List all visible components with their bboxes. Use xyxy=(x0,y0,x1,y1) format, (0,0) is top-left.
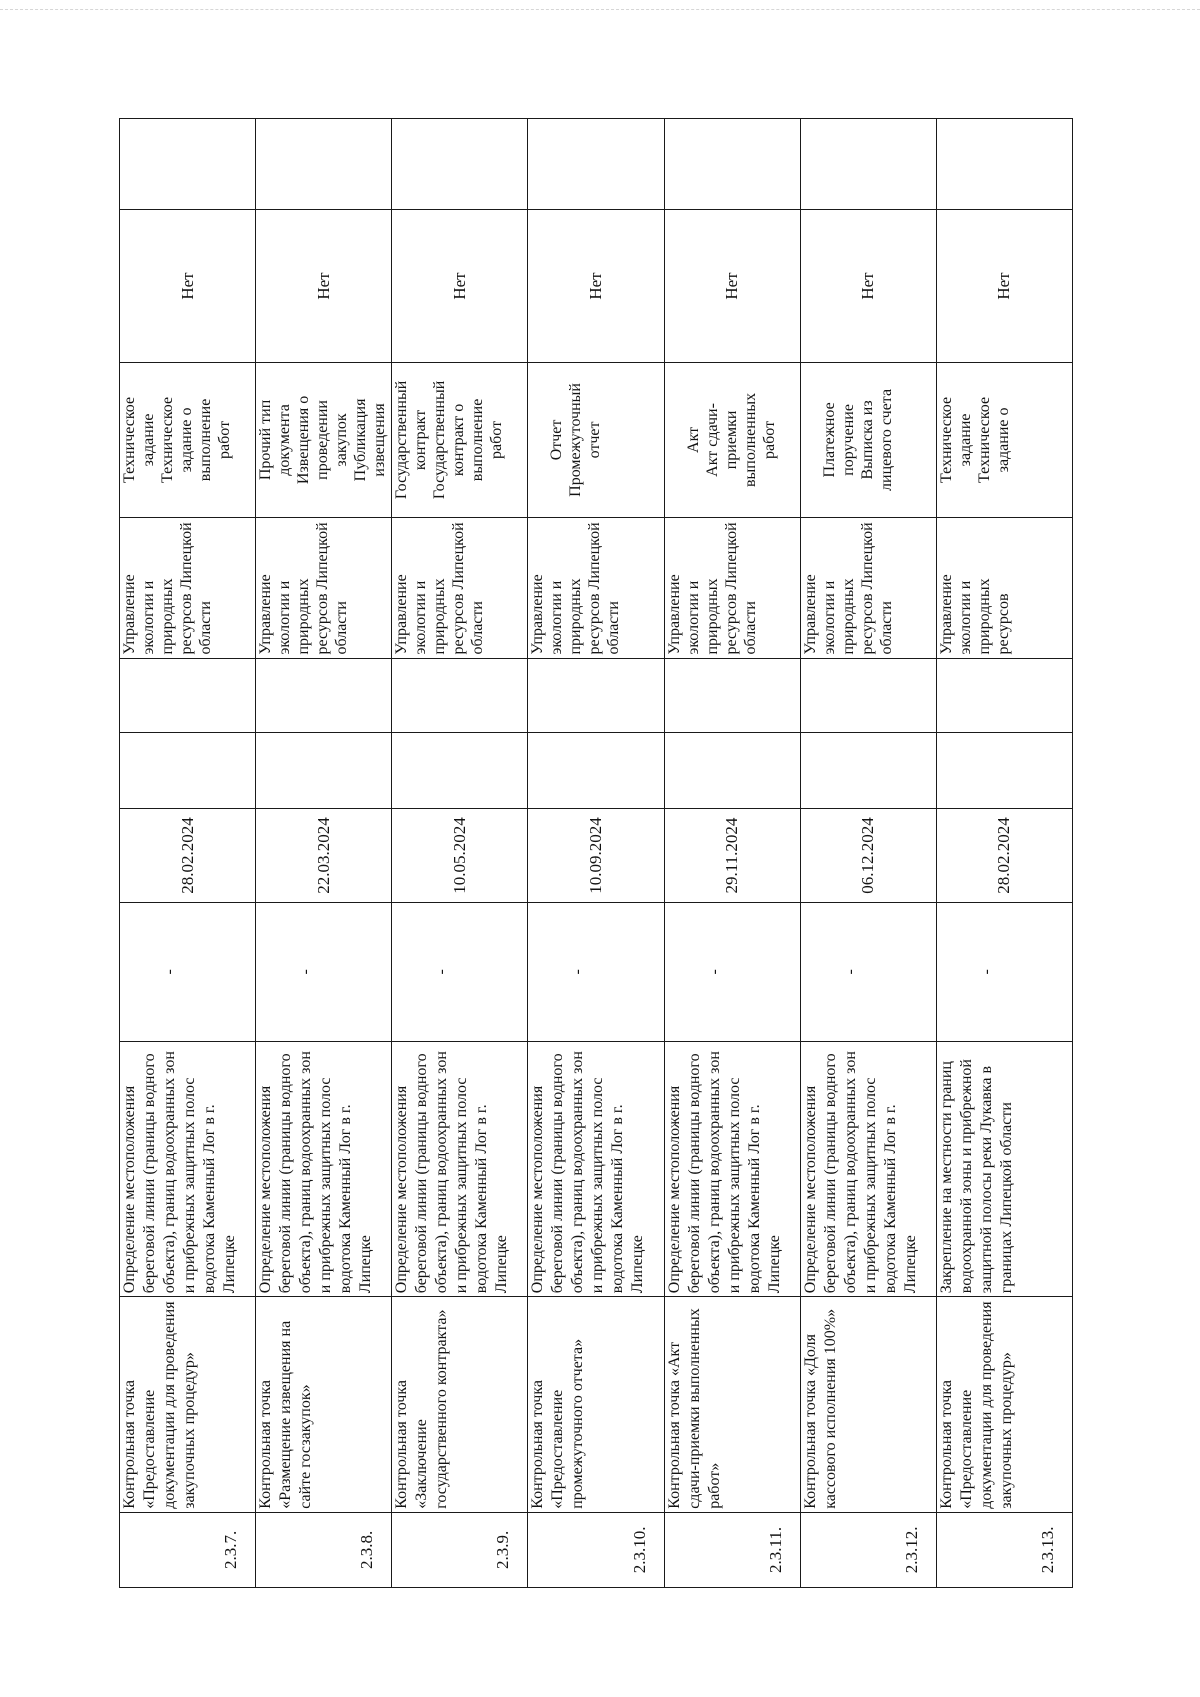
responsible-body: Управление экологии и природных ресурсов xyxy=(936,518,1072,658)
table-row xyxy=(528,119,664,1588)
empty-cell xyxy=(936,732,1072,808)
responsible-body: Управление экологии и природных ресурсов Липецкой области xyxy=(664,518,800,658)
table-row xyxy=(664,119,800,1588)
flag-value: Нет xyxy=(120,210,256,362)
table-row xyxy=(936,119,1072,1588)
empty-cell xyxy=(120,119,256,210)
control-point-name: Контрольная точка «Предоставление документации для проведения закупочных процедур» xyxy=(936,1297,1072,1513)
empty-cell xyxy=(392,658,528,732)
empty-cell xyxy=(528,658,664,732)
dash-cell: - xyxy=(392,903,528,1041)
flag-value: Нет xyxy=(392,210,528,362)
empty-cell xyxy=(800,658,936,732)
empty-cell xyxy=(120,658,256,732)
row-number: 2.3.11. xyxy=(664,1512,800,1587)
due-date: 06.12.2024 xyxy=(800,808,936,902)
due-date: 22.03.2024 xyxy=(256,808,392,902)
empty-cell xyxy=(664,119,800,210)
row-number: 2.3.7. xyxy=(120,1512,256,1587)
dash-cell: - xyxy=(528,903,664,1041)
due-date: 28.02.2024 xyxy=(936,808,1072,902)
dash-cell: - xyxy=(800,903,936,1041)
empty-cell xyxy=(664,658,800,732)
object-description: Определение местоположения береговой линии (границы водного объекта), границ водоохранных зон и прибрежных защитных полос водотока Каменный Лог в г. Липецке xyxy=(392,1041,528,1297)
due-date: 10.09.2024 xyxy=(528,808,664,902)
responsible-body: Управление экологии и природных ресурсов Липецкой области xyxy=(392,518,528,658)
document-type: Техническое задание Техническое задание о выполнение работ xyxy=(120,362,256,517)
row-number: 2.3.13. xyxy=(936,1512,1072,1587)
document-type: Акт Акт сдачи- приемки выполненных работ xyxy=(664,362,800,517)
scan-edge-line xyxy=(0,9,1200,10)
flag-value: Нет xyxy=(664,210,800,362)
empty-cell xyxy=(120,732,256,808)
responsible-body: Управление экологии и природных ресурсов Липецкой области xyxy=(120,518,256,658)
object-description: Определение местоположения береговой линии (границы водного объекта), границ водоохранных зон и прибрежных защитных полос водотока Каменный Лог в г. Липецке xyxy=(664,1041,800,1297)
object-description: Определение местоположения береговой линии (границы водного объекта), границ водоохранных зон и прибрежных защитных полос водотока Каменный Лог в г. Липецке xyxy=(800,1041,936,1297)
empty-cell xyxy=(664,732,800,808)
object-description: Определение местоположения береговой линии (границы водного объекта), границ водоохранных зон и прибрежных защитных полос водотока Каменный Лог в г. Липецке xyxy=(120,1041,256,1297)
responsible-body: Управление экологии и природных ресурсов Липецкой области xyxy=(800,518,936,658)
empty-cell xyxy=(256,119,392,210)
document-type: Платежное поручение Выписка из лицевого счета xyxy=(800,362,936,517)
rotated-table-block xyxy=(119,118,1073,1588)
control-point-name: Контрольная точка «Акт сдачи-приемки выполненных работ» xyxy=(664,1297,800,1513)
responsible-body: Управление экологии и природных ресурсов Липецкой области xyxy=(528,518,664,658)
dash-cell: - xyxy=(664,903,800,1041)
object-description: Закрепление на местности границ водоохранной зоны и прибрежной защитной полосы реки Лукавка в границах Липецкой области xyxy=(936,1041,1072,1297)
row-number: 2.3.8. xyxy=(256,1512,392,1587)
empty-cell xyxy=(936,658,1072,732)
dash-cell: - xyxy=(120,903,256,1041)
due-date: 10.05.2024 xyxy=(392,808,528,902)
document-type: Государственный контракт Государственный контракт о выполнение работ xyxy=(392,362,528,517)
table-row xyxy=(256,119,392,1588)
responsible-body: Управление экологии и природных ресурсов Липецкой области xyxy=(256,518,392,658)
empty-cell xyxy=(800,732,936,808)
empty-cell xyxy=(256,658,392,732)
empty-cell xyxy=(392,732,528,808)
row-number: 2.3.9. xyxy=(392,1512,528,1587)
flag-value: Нет xyxy=(800,210,936,362)
document-type: Техническое задание Техническое задание о xyxy=(936,362,1072,517)
flag-value: Нет xyxy=(936,210,1072,362)
dash-cell: - xyxy=(256,903,392,1041)
row-number: 2.3.10. xyxy=(528,1512,664,1587)
control-point-name: Контрольная точка «Заключение государственного контракта» xyxy=(392,1297,528,1513)
flag-value: Нет xyxy=(256,210,392,362)
flag-value: Нет xyxy=(528,210,664,362)
row-number: 2.3.12. xyxy=(800,1512,936,1587)
document-type: Прочий тип документа Извещения о проведении закупок Публикация извещения xyxy=(256,362,392,517)
empty-cell xyxy=(800,119,936,210)
empty-cell xyxy=(528,732,664,808)
object-description: Определение местоположения береговой линии (границы водного объекта), границ водоохранных зон и прибрежных защитных полос водотока Каменный Лог в г. Липецке xyxy=(256,1041,392,1297)
dash-cell: - xyxy=(936,903,1072,1041)
due-date: 29.11.2024 xyxy=(664,808,800,902)
control-point-name: Контрольная точка «Размещение извещения на сайте госзакупок» xyxy=(256,1297,392,1513)
document-type: Отчет Промежуточный отчет xyxy=(528,362,664,517)
control-point-name: Контрольная точка «Предоставление документации для проведения закупочных процедур» xyxy=(120,1297,256,1513)
control-point-name: Контрольная точка «Предоставление промежуточного отчета» xyxy=(528,1297,664,1513)
table-row xyxy=(120,119,256,1588)
table-row xyxy=(392,119,528,1588)
empty-cell xyxy=(256,732,392,808)
due-date: 28.02.2024 xyxy=(120,808,256,902)
empty-cell xyxy=(392,119,528,210)
control-points-table xyxy=(119,118,1073,1588)
empty-cell xyxy=(528,119,664,210)
control-point-name: Контрольная точка «Доля кассового исполнения 100%» xyxy=(800,1297,936,1513)
object-description: Определение местоположения береговой линии (границы водного объекта), границ водоохранных зон и прибрежных защитных полос водотока Каменный Лог в г. Липецке xyxy=(528,1041,664,1297)
empty-cell xyxy=(936,119,1072,210)
table-row xyxy=(800,119,936,1588)
